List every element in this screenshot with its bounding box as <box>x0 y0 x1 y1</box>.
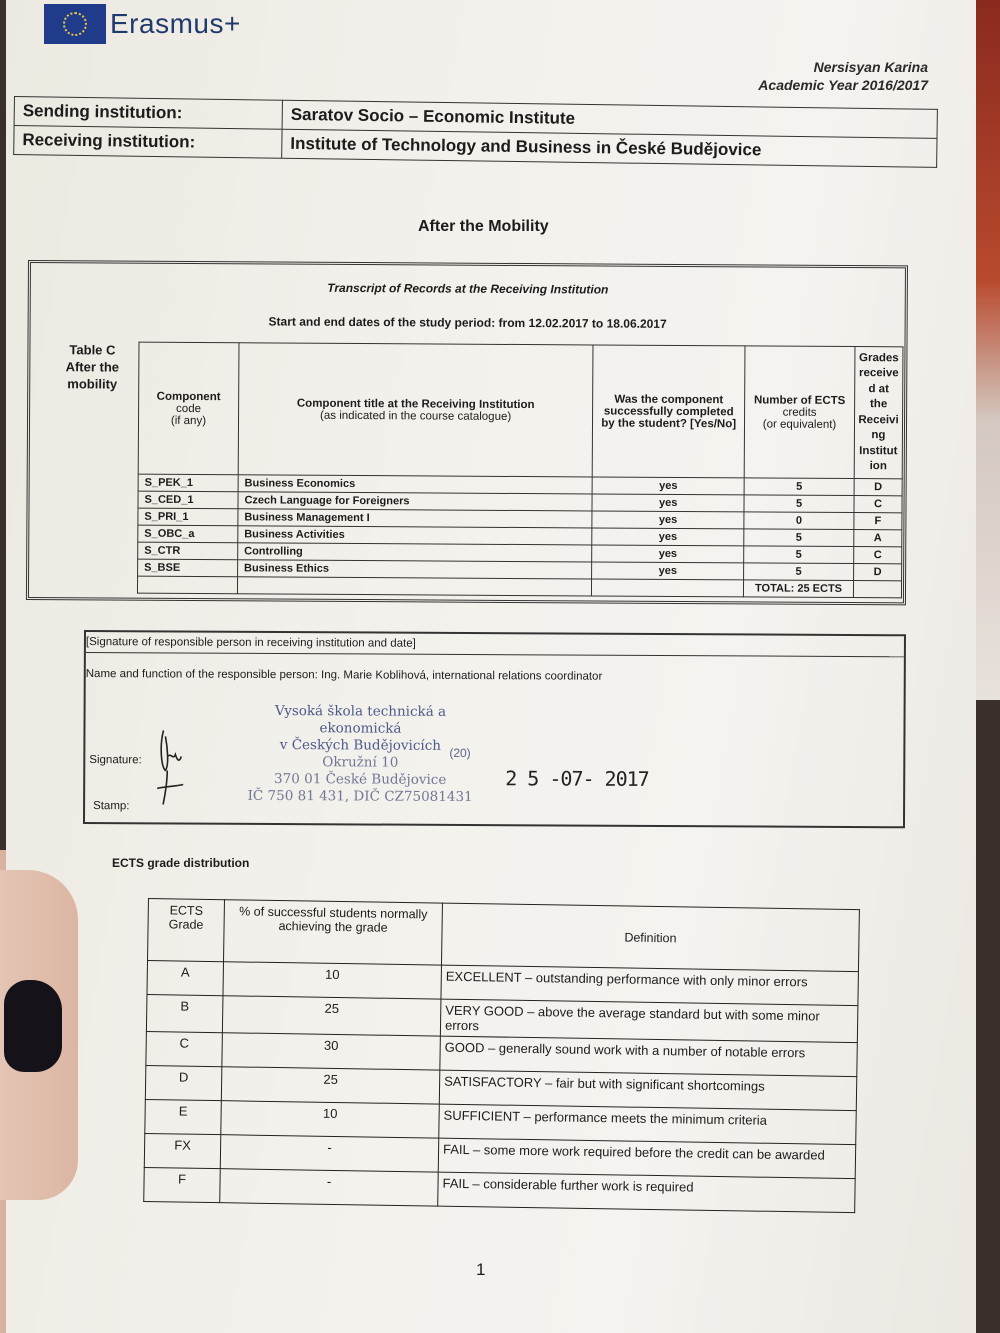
col-definition: Definition <box>441 903 859 972</box>
sending-value: Saratov Socio – Economic Institute <box>282 100 937 138</box>
transcript-title: Transcript of Records at the Receiving Institution <box>327 280 609 297</box>
course-grade: D <box>854 479 902 496</box>
grade-letter: C <box>146 1031 223 1066</box>
signature-date: 2 5 -07- 2017 <box>505 766 649 791</box>
course-completed: yes <box>592 528 744 546</box>
stamp-line: Okružní 10 <box>322 754 399 771</box>
course-title: Czech Language for Foreigners <box>238 492 592 511</box>
empty-cell <box>137 576 237 594</box>
col-completed: Was the component successfully completed by the student? [Yes/No] <box>592 345 745 478</box>
institution-stamp <box>235 703 486 806</box>
grade-definition: FAIL – considerable further work is required <box>438 1172 855 1213</box>
course-completed: yes <box>592 545 744 563</box>
fingernail <box>4 980 62 1072</box>
course-grade: C <box>854 496 902 513</box>
stamp-line: IČ 750 81 431, DIČ CZ75081431 <box>247 787 473 806</box>
signature-header: [Signature of responsible person in receiving institution and date] <box>86 636 904 657</box>
study-period-dates: Start and end dates of the study period: from 12.02.2017 to 18.06.2017 <box>268 314 667 331</box>
grade-definition: SUFFICIENT – performance meets the minimum criteria <box>439 1104 856 1145</box>
course-title: Controlling <box>238 543 592 562</box>
handwritten-signature-icon <box>153 726 193 806</box>
grade-definition: SATISFACTORY – fair but with significant shortcomings <box>439 1070 856 1111</box>
col-grades: Grades receive d at the Receivi ng Institut ion <box>854 347 903 479</box>
grade-percent: - <box>220 1135 439 1172</box>
grade-letter: A <box>147 961 224 996</box>
empty-cell <box>592 579 744 597</box>
courses-header-row <box>138 342 903 479</box>
document-page <box>6 0 976 1333</box>
col-percent: % of successful students normally achieving the grade <box>224 900 443 965</box>
stamp-line: v Českých Budějovicích <box>279 737 442 754</box>
stamp-line: 370 01 České Budějovice <box>274 770 447 788</box>
course-grade: D <box>854 564 902 581</box>
grade-definition: FAIL – some more work required before the credit can be awarded <box>438 1138 855 1179</box>
ects-grade-table <box>143 898 860 1213</box>
academic-year: Academic Year 2016/2017 <box>758 77 928 93</box>
signature-box <box>83 630 906 828</box>
grade-definition: VERY GOOD – above the average standard but with some minor errors <box>440 999 858 1043</box>
page-number: 1 <box>476 1260 486 1279</box>
course-completed: yes <box>592 494 744 512</box>
receiving-label: Receiving institution: <box>14 126 282 159</box>
eu-flag-icon <box>44 4 106 44</box>
receiving-value: Institute of Technology and Business in České Budějovice <box>282 129 937 167</box>
empty-cell <box>853 581 901 598</box>
erasmus-logo <box>44 4 241 44</box>
stamp-number: (20) <box>449 745 471 761</box>
grade-percent: 10 <box>223 962 442 999</box>
course-code: S_CTR <box>138 542 238 560</box>
table-label-line: mobility <box>67 376 118 392</box>
grade-letter: B <box>146 994 223 1032</box>
course-grade: A <box>854 530 902 547</box>
grade-percent: 25 <box>222 996 441 1036</box>
course-title: Business Ethics <box>237 560 591 579</box>
grade-letter: D <box>145 1065 222 1100</box>
course-code: S_CED_1 <box>138 491 238 509</box>
course-completed: yes <box>592 511 744 529</box>
total-row <box>137 576 901 598</box>
grade-letter: F <box>144 1167 221 1202</box>
sending-label: Sending institution: <box>14 97 282 130</box>
course-grade: F <box>854 513 902 530</box>
course-grade: C <box>854 547 902 564</box>
grade-percent: 25 <box>221 1067 440 1104</box>
course-credits: 5 <box>744 563 854 581</box>
section-title: After the Mobility <box>418 218 549 235</box>
responsible-person: Name and function of the responsible person: Ing. Marie Koblihová, international relations coordinator <box>85 668 603 683</box>
student-info <box>758 58 928 94</box>
table-c-label <box>52 341 132 392</box>
grade-definition: GOOD – generally sound work with a number of notable errors <box>440 1036 857 1077</box>
total-credits: TOTAL: 25 ECTS <box>744 580 854 598</box>
course-title: Business Activities <box>238 526 592 545</box>
ects-distribution-title: ECTS grade distribution <box>112 856 250 870</box>
signature-label: Signature: <box>89 754 142 767</box>
course-credits: 0 <box>744 512 854 530</box>
col-ects-grade: ECTS Grade <box>148 899 225 962</box>
stamp-line: Vysoká škola technická a ekonomická <box>274 703 447 737</box>
brand-name: Erasmus+ <box>110 8 241 39</box>
course-title: Business Economics <box>238 475 592 494</box>
course-credits: 5 <box>744 546 854 564</box>
course-completed: yes <box>592 477 744 495</box>
grade-percent: - <box>220 1169 439 1206</box>
grade-percent: 30 <box>222 1033 441 1070</box>
course-credits: 5 <box>744 478 854 496</box>
course-credits: 5 <box>744 529 854 547</box>
col-component-title: Component title at the Receiving Institution (as indicated in the course catalogue) <box>238 343 593 477</box>
stamp-label: Stamp: <box>93 800 130 813</box>
grade-percent: 10 <box>221 1101 440 1138</box>
grade-letter: E <box>145 1099 222 1134</box>
col-ects-credits: Number of ECTS credits (or equivalent) <box>744 346 855 479</box>
grades-header-row <box>148 899 860 972</box>
course-title: Business Management I <box>238 509 592 528</box>
transcript-box <box>26 260 908 605</box>
course-completed: yes <box>592 562 744 580</box>
table-label-line: Table C <box>69 342 116 358</box>
col-component-code: Component code (if any) <box>138 342 239 475</box>
institutions-table <box>13 96 938 168</box>
grade-letter: FX <box>144 1133 221 1168</box>
empty-cell <box>237 577 591 596</box>
course-code: S_PRI_1 <box>138 508 238 526</box>
student-name: Nersisyan Karina <box>813 59 928 75</box>
course-code: S_PEK_1 <box>138 474 238 492</box>
grade-definition: EXCELLENT – outstanding performance with only minor errors <box>441 965 858 1006</box>
course-code: S_OBC_a <box>138 525 238 543</box>
course-code: S_BSE <box>138 559 238 577</box>
course-credits: 5 <box>744 495 854 513</box>
courses-table <box>137 342 904 599</box>
table-label-line: After the <box>65 359 120 375</box>
